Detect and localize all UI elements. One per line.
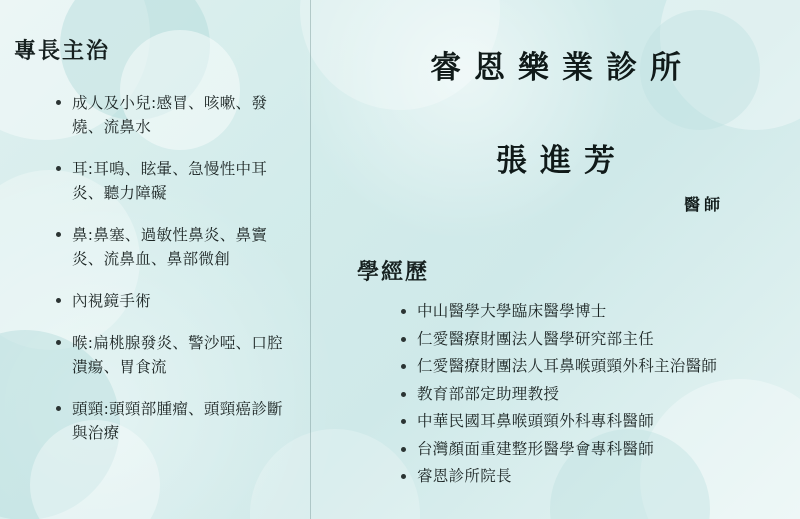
list-item: 仁愛醫療財團法人耳鼻喉頭頸外科主治醫師 bbox=[417, 355, 780, 379]
specialties-heading: 專長主治 bbox=[14, 39, 111, 64]
list-item: 台灣顏面重建整形醫學會專科醫師 bbox=[417, 438, 780, 462]
doctor-title: 醫師 bbox=[683, 195, 724, 214]
list-item: 內視鏡手術 bbox=[72, 289, 296, 313]
list-item: 耳:耳鳴、眩暈、急慢性中耳炎、聽力障礙 bbox=[72, 157, 296, 205]
list-item: 教育部部定助理教授 bbox=[417, 383, 780, 407]
clinic-name: 睿恩樂業診所 bbox=[430, 50, 694, 86]
list-item: 睿恩診所院長 bbox=[417, 465, 780, 489]
list-item: 喉:扁桃腺發炎、警沙啞、口腔潰瘍、胃食流 bbox=[72, 331, 296, 379]
list-item: 頭頸:頭頸部腫瘤、頭頸癌診斷與治療 bbox=[72, 397, 296, 445]
list-item: 仁愛醫療財團法人醫學研究部主任 bbox=[417, 328, 780, 352]
list-item: 中山醫學大學臨床醫學博士 bbox=[417, 300, 780, 324]
specialties-list bbox=[14, 91, 296, 445]
resume-heading: 學經歷 bbox=[357, 260, 430, 285]
list-item: 鼻:鼻塞、過敏性鼻炎、鼻竇炎、流鼻血、鼻部微創 bbox=[72, 223, 296, 271]
doctor-name: 張進芳 bbox=[496, 143, 628, 179]
resume-list bbox=[331, 300, 780, 489]
profile-column bbox=[311, 0, 800, 519]
list-item: 中華民國耳鼻喉頭頸外科專科醫師 bbox=[417, 410, 780, 434]
specialties-column bbox=[0, 0, 310, 519]
list-item: 成人及小兒:感冒、咳嗽、發燒、流鼻水 bbox=[72, 91, 296, 139]
